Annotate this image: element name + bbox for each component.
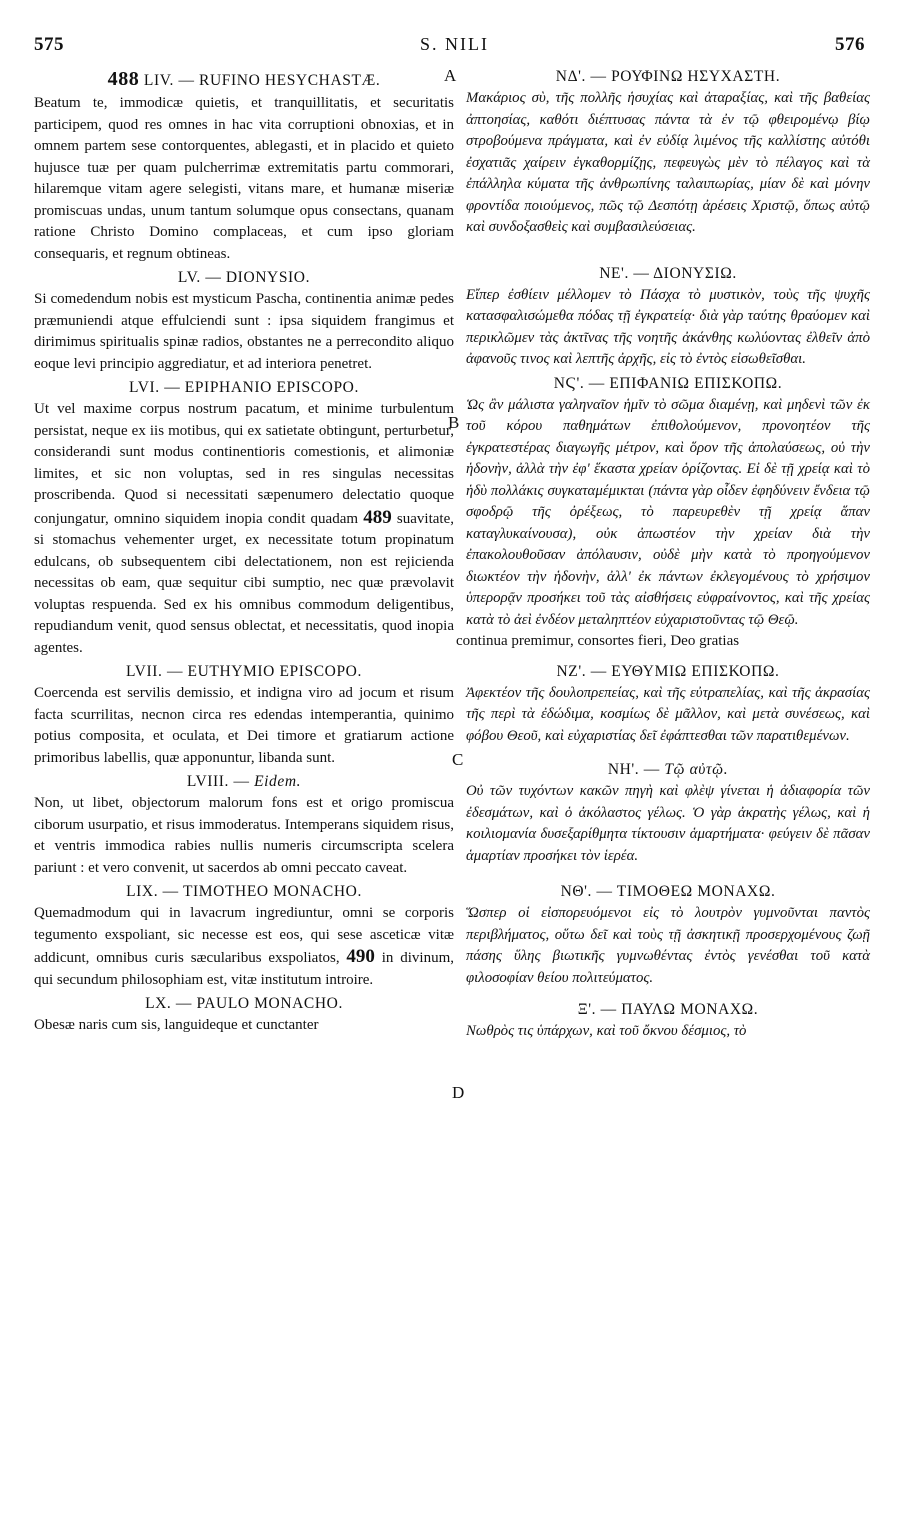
margin-letter-d: D	[452, 1083, 465, 1102]
greek-section-57-text: Ἀφεκτέον τῆς δουλοπρεπείας, καὶ τῆς εὐτραπελίας, καὶ τῆς ἀκρασίας τῆς περὶ τὰ ἐδώδιμα, κοσμίως δὲ μᾶλλον, καὶ μετὰ συνέσεως, καὶ φόβου Θεοῦ, καὶ εὐχαριστίας δεῖ ἐφάπτεσθαι τῶν παρατιθεμένων.	[466, 684, 870, 744]
column-number-489: 489	[363, 506, 392, 528]
latin-section-59-title: LIX. — TIMOTHEO MONACHO.	[126, 883, 362, 900]
latin-column	[34, 64, 457, 1037]
greek-section-58-text: Οὐ τῶν τυχόντων κακῶν πηγὴ καὶ φλὲψ γίνεται ἡ ἀδιαφορία τῶν ἐδεσμάτων, καὶ ὁ ἀκόλαστος γέλως. Ὁ γὰρ ἀκρατὴς γέλως, καὶ ἡ κοιλιομανία δυσεξαρίθμητα τίκτουσιν ἁμαρτήματα· φεύγειν δὲ πᾶσαν ἁμαρτίαν προσήκει τὸν ἱερέα.	[466, 783, 870, 864]
column-number-488: 488	[107, 68, 140, 90]
latin-section-58-heading-ital: Eidem.	[254, 773, 302, 790]
margin-letter-c: C	[452, 750, 464, 769]
latin-section-56-text-b: suavitate, si stomachus vehementer urget, ex necessitate totum propinatum edulcans, ob subsequentem cibi delectationem, non est rejicienda necessitas ob eam, quæ sequitur cibi sumptio, nec quæ prævolavit voluptas respuenda. Sed ex his omnibus commodum deligentibus, repudiandum venit, quod sensus oblectat, et necessitatis, quod inopia agentes.	[34, 510, 454, 656]
margin-letter-b: B	[448, 413, 460, 432]
right-page-number: 576	[835, 34, 865, 55]
latin-section-56-text	[34, 399, 454, 659]
greek-section-56-title: ΝϚ'. — ΕΠΙΦΑΝΙΩ ΕΠΙΣΚΟΠΩ.	[553, 374, 783, 392]
latin-section-56-text-a: Ut vel maxime corpus nostrum pacatum, et minime turbulentum persistat, neque ex iis motibus, qui ex satietate obtingunt, perturbetur, considerandi sunt modus continentioris comestionis, et alimoniæ limites, et sic non voluptas, sed in res singulas necessitas proscribenda. Quod si necessitati sæpenumero delectatio quoque conjungatur, omnino siquidem inopia condit quadam	[34, 401, 454, 527]
greek-section-54-title: ΝΔ'. — ΡΟΥΦΙΝΩ ΗΣΥΧΑΣΤΗ.	[555, 68, 781, 85]
latin-section-58-text: Non, ut libet, objectorum malorum fons est et origo promiscua ciborum usurpatio, et risus immoderatus. Intemperans siquidem risus, et ventris immodica rabies nullis numeris circumscripta scelera pariunt : et vero convenit, ut sacerdos ab omni peccato caveat.	[34, 795, 454, 876]
latin-section-57-text: Coercenda est servilis demissio, et indigna viro ad jocum et risum facta scurrilitas, necnon circa res edendas intemperantia, quinimo potius composita, et oculata, et Dei timore et gratiarum actione primoribus labellis, quæ apponuntur, libanda sunt.	[34, 685, 454, 766]
latin-section-59-text-b: in divinum, qui secundum philosophiam est, vitæ institutum introire.	[34, 950, 454, 988]
greek-section-59-text: Ὥσπερ οἱ εἰσπορευόμενοι εἰς τὸ λουτρὸν γυμνοῦνται παντὸς περιβλήματος, οὕτω δεῖ καὶ τοὺς τῇ ἀσκητικῇ προσερχομένους ζωῇ πάσης ὕλης βιωτικῆς γυμνωθέντας ἐντὸς γενέσθαι τοῦ κατὰ φιλοσοφίαν θείου πολιτεύματος.	[466, 905, 870, 986]
greek-section-55-title: ΝΕ'. — ΔΙΟΝΥΣΙΩ.	[599, 264, 737, 282]
margin-letter-a: A	[444, 66, 457, 85]
latin-section-54-title	[34, 66, 457, 91]
greek-section-60-title: Ξ'. — ΠΑΥΛΩ ΜΟΝΑΧΩ.	[577, 1001, 759, 1018]
latin-section-59-text-a: Quemadmodum qui in lavacrum ingrediuntur, omni se corporis tegumento exspoliant, sic necesse est eos, qui sese asceticæ vitæ addicunt, omnibus curis sæcularibus exspoliatos,	[34, 905, 454, 966]
latin-section-60-title: LX. — PAULO MONACHO.	[145, 995, 343, 1012]
latin-continuation-line: continua premimur, consortes fieri, Deo gratias	[456, 633, 740, 649]
latin-section-54-text: Beatum te, immodicæ quietis, et tranquillitatis, et securitatis participem, quod res omnes in hac vita corruptioni obnoxias, et in omnem partem sese contorquentes, ablegasti, et in placido et quieto hujusce tuæ per quam pulcherrimæ extremitatis partu commorari, hilaremque vitam agere selegisti, vitans mare, et humanæ miseriæ promiscuas undas, unum tantum solumque opus consectans, quanam ratione Christo Domino complaceas, et cum ipso gloriam consequaris, et regnum obtineas.	[34, 95, 454, 262]
greek-section-60-text: Νωθρὸς τις ὑπάρχων, καὶ τοῦ ὄκνου δέσμιος, τὸ	[466, 1023, 747, 1039]
greek-section-56-text: Ὡς ἂν μάλιστα γαληναῖον ἡμῖν τὸ σῶμα διαμένῃ, καὶ μηδενὶ τῶν ἐκ τοῦ κόρου παθημάτων ἐπιθολούμενον, προνοητέον τῆς ἐγκρατεστέρας διαγωγῆς μέτρον, καὶ ὅρον τῆς ἀπολαύσεως, οὐ τὴν ἡδονὴν, ἀλλὰ τὴν ἐφ' ἕκαστα χρείαν ὁρίζοντας. Εἰ δὲ τῇ χρείᾳ καὶ τὸ ἡδὺ πολλάκις συγκαταμέμικται (πάντα γὰρ οἶδεν ἐφηδύνειν ἔνδεια τῷ σφοδρῷ τῆς ὀρέξεως, τὸ παρευρεθὲν τῇ χρείᾳ ἅπαν καταγλυκαίνουσα), οὐκ ἀπωστέον τὴν χρείαν διὰ τὴν ἐπακολουθοῦσαν ἀπόλαυσιν, οὐδὲ μὴν κατὰ τὸ προηγούμενον διωκτέον τὴν ἡδονὴν, ἀλλ' ἐκ πάντων ἐκλεγομένους τὸ χρήσιμον ὑπερορᾷν προσήκει τοῦ τὰς αἰσθήσεις εὐφραίνοντος, καὶ τῆς χρείας κατὰ τὸ ἀεὶ ἐνδέον μεταληπτέον εὐχαριστοῦντας τῷ Θεῷ.	[466, 396, 870, 628]
latin-section-58-heading: LVIII. —	[186, 773, 255, 790]
latin-section-60-text: Obesæ naris cum sis, languideque et cunctanter	[34, 1017, 319, 1033]
running-title: S. NILI	[420, 34, 489, 54]
left-page-number: 575	[34, 34, 64, 55]
latin-section-55-text: Si comedendum nobis est mysticum Pascha, continentia animæ pedes præmuniendi atque effulciendi sunt : ipsa siquidem frangimus et dirimimus spiritualis spinæ radios, obstantes ne a perrecondito aliquo eoque levi principio aggrediatur, et ad interiora penetret.	[34, 291, 454, 372]
greek-column	[456, 64, 870, 1043]
greek-section-57-title: ΝΖ'. — ΕΥΘΥΜΙΩ ΕΠΙΣΚΟΠΩ.	[556, 662, 780, 680]
latin-section-58-title	[34, 773, 454, 791]
greek-section-54-text: Μακάριος σὺ, τῆς πολλῆς ἡσυχίας καὶ ἀταραξίας, καὶ τῆς βαθείας ἀπτοησίας, καθότι διέπτυσας πάντα τὰ ἐν τῷ φθειρομένῳ βίῳ στροβούμενα πράγματα, καὶ ἐν εὐδίᾳ λιμένος τῆς καλλίστης αὐτόθι ἐσχατιᾶς χαίρειν ἐγκαθορμίζῃς, πεφευγὼς μὲν τὸ πέλαγος καὶ τὰ ἐπάλληλα κύματα τῆς ἀνθρωπίνης ταλαιπωρίας, μίαν δὲ καὶ μόνην φροντίδα ποιούμενος, πῶς τῷ Δεσπότῃ ἀρέσεις Χριστῷ, ὅπως αὐτῷ καὶ συνδοξασθεὶς καὶ συμβασιλεύσειας.	[466, 90, 870, 235]
latin-section-54-heading: LIV. — RUFINO HESYCHASTÆ.	[143, 72, 381, 89]
greek-section-55-text: Εἴπερ ἐσθίειν μέλλομεν τὸ Πάσχα τὸ μυστικὸν, τοὺς τῆς ψυχῆς κατασφαλισώμεθα πόδας τῇ ἐγκρατείᾳ· διὰ γὰρ ταύτης θραύομεν καὶ περικλῶμεν τὰς ἀκτῖνας τῆς νοητῆς ἀκάνθης κωλύοντας ἐλθεῖν ἀπὸ ἀφανοῦς τινος καὶ λεπτῆς ἀρχῆς, εἰς τὸ ἐντὸς εἰσωθεῖσθαι.	[466, 286, 870, 367]
latin-section-55-title: LV. — DIONYSIO.	[177, 269, 311, 286]
column-number-490: 490	[346, 946, 375, 967]
latin-section-59-text	[34, 903, 454, 991]
latin-section-57-title: LVII. — EUTHYMIO EPISCOPO.	[126, 663, 362, 680]
greek-section-59-title: ΝΘ'. — ΤΙΜΟΘΕΩ ΜΟΝΑΧΩ.	[560, 883, 776, 900]
greek-section-58-title	[466, 761, 870, 779]
latin-section-56-title: LVI. — EPIPHANIO EPISCOPO.	[129, 379, 359, 396]
greek-section-58-heading: ΝΗ'. —	[607, 761, 665, 778]
greek-section-58-heading-ital: Τῷ αὐτῷ.	[664, 761, 729, 778]
